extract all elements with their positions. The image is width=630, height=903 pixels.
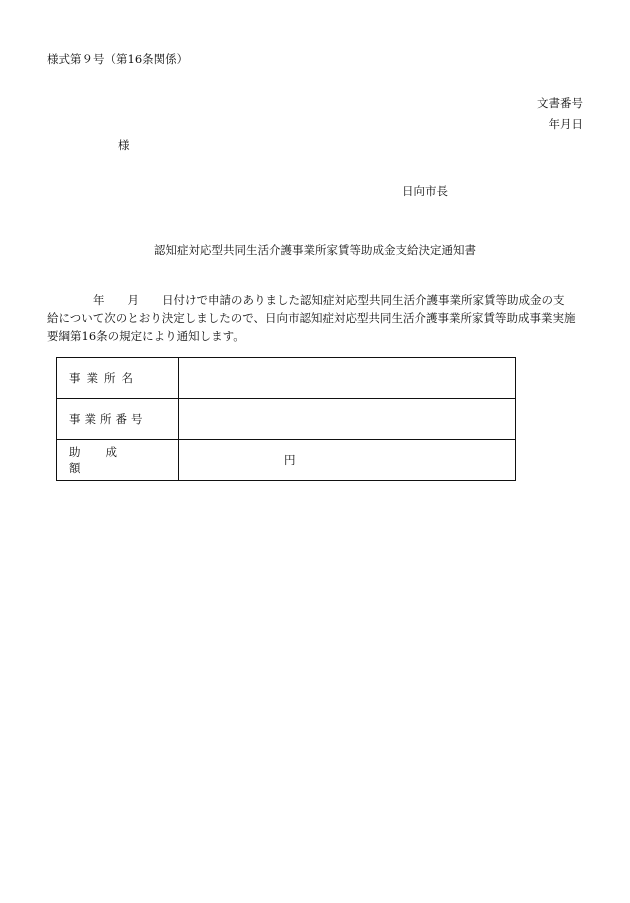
info-table [56,357,516,481]
grant-amount-value [179,440,516,481]
table-row-office-number [57,399,516,440]
recipient-suffix: 様 [118,138,130,152]
office-number-value [179,399,516,440]
document-number-label: 文書番号 [537,96,583,110]
office-name-value [179,358,516,399]
body-line: 年 月 日付けで申請のありました認知症対応型共同生活介護事業所家賃等助成金の支 [47,293,565,307]
table-row-grant-amount [57,440,516,481]
issuer-name: 日向市長 [402,184,448,198]
document-title: 認知症対応型共同生活介護事業所家賃等助成金支給決定通知書 [154,243,476,257]
grant-amount-label: 助成額 [57,440,179,481]
office-name-label: 事業所名 [57,358,179,399]
office-number-label: 事業所番号 [57,399,179,440]
amount-unit: 円 [284,453,296,467]
date-label: 年月日 [548,117,583,131]
body-line: 給について次のとおり決定しましたので、日向市認知症対応型共同生活介護事業所家賃等助成事業実施 [47,311,576,325]
body-paragraph [47,291,582,345]
table-row-office-name [57,358,516,399]
body-line: 要綱第16条の規定により通知します。 [47,329,245,343]
form-number: 様式第９号（第16条関係） [47,52,189,66]
